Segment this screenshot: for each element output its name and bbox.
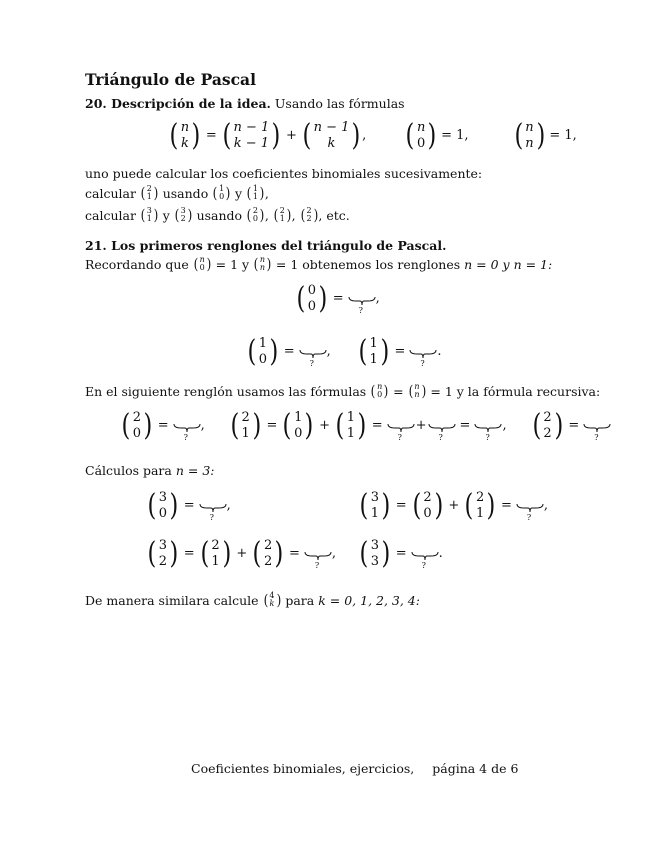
section-21-intro: Recordando que ( n 0 ) = 1 y ( n n ) = 1 obtenemos los renglones n = 0 y n = 1: (85, 254, 553, 273)
similar-instruction: De manera similara calcule ( 4 k ) para k = 0, 1, 2, 3, 4: (85, 590, 420, 609)
footer (191, 761, 518, 776)
row-n2: ( 2 0 ) = ? , ( 2 1 ) = ( 1 0 ) + ( 1 1 ) = ? + ? = ? , ( 2 2 ) = ? (120, 410, 611, 441)
row-n3-k0: ( 3 0 ) = ? , (147, 487, 231, 523)
row-n3-k3: ( 3 3 ) = ? . (359, 535, 443, 571)
section-20-intro: Usando las fórmulas (274, 96, 405, 111)
blank-underbrace: ? (474, 415, 502, 437)
row-n3-k1: ( 3 1 ) = ( 2 0 ) + ( 2 1 ) = ? , (359, 487, 549, 523)
row-n3-k2: ( 3 2 ) = ( 2 1 ) + ( 2 2 ) = ? , (147, 535, 337, 571)
blank-underbrace: ? (173, 415, 201, 437)
calc-line-2: calcular ( 3 1 ) y ( 3 2 ) usando ( 2 0 ) , ( 2 1 ) , ( 2 2 ) , etc. (85, 205, 350, 224)
section-20-heading-line (85, 96, 405, 111)
row-n0: ( 0 0 ) = ? , (296, 280, 380, 316)
footer-text: Coeficientes binomiales, ejercicios, (191, 761, 415, 776)
blank-underbrace: ? (348, 288, 376, 310)
footer-page-number: página 4 de 6 (432, 761, 519, 776)
section-20-after: uno puede calcular los coeficientes binomiales sucesivamente: (85, 166, 483, 181)
blank-underbrace: ? (299, 341, 327, 363)
section-21-next: En el siguiente renglón usamos las fórmulas ( n 0 ) = ( n n ) = 1 y la fórmula recursiva: (85, 381, 601, 400)
section-21-heading: 21. Los primeros renglones del triángulo de Pascal. (85, 238, 447, 253)
blank-underbrace: ? (199, 495, 227, 517)
blank-underbrace: ? (583, 415, 611, 437)
section-20-heading: 20. Descripción de la idea. (85, 96, 271, 111)
row-n1: ( 1 0 ) = ? , ( 1 1 ) = ? . (247, 333, 442, 369)
binom-n1-k: ( n − 1 k ) (302, 117, 361, 153)
binom-n-n: ( n n ) (513, 117, 545, 153)
binom-n-0: ( n 0 ) (405, 117, 437, 153)
blank-underbrace: ? (411, 543, 439, 565)
blank-underbrace: ? (387, 415, 415, 437)
blank-underbrace: ? (409, 341, 437, 363)
pascal-recurrence-formula: ( n k ) = ( n − 1 k − 1 ) + ( n − 1 k ) , ( n 0 ) = 1, ( n n ) = 1, (169, 117, 577, 153)
binom-n-k: ( n k ) (169, 117, 201, 153)
binom-n1-k1: ( n − 1 k − 1 ) (222, 117, 281, 153)
blank-underbrace: ? (304, 543, 332, 565)
blank-underbrace: ? (428, 415, 456, 437)
blank-underbrace: ? (516, 495, 544, 517)
page-title: Triángulo de Pascal (85, 70, 256, 89)
calc-line-1: calcular ( 2 1 ) usando ( 1 0 ) y ( 1 1 ) , (85, 183, 269, 202)
calc-n3-label: Cálculos para n = 3: (85, 463, 215, 478)
